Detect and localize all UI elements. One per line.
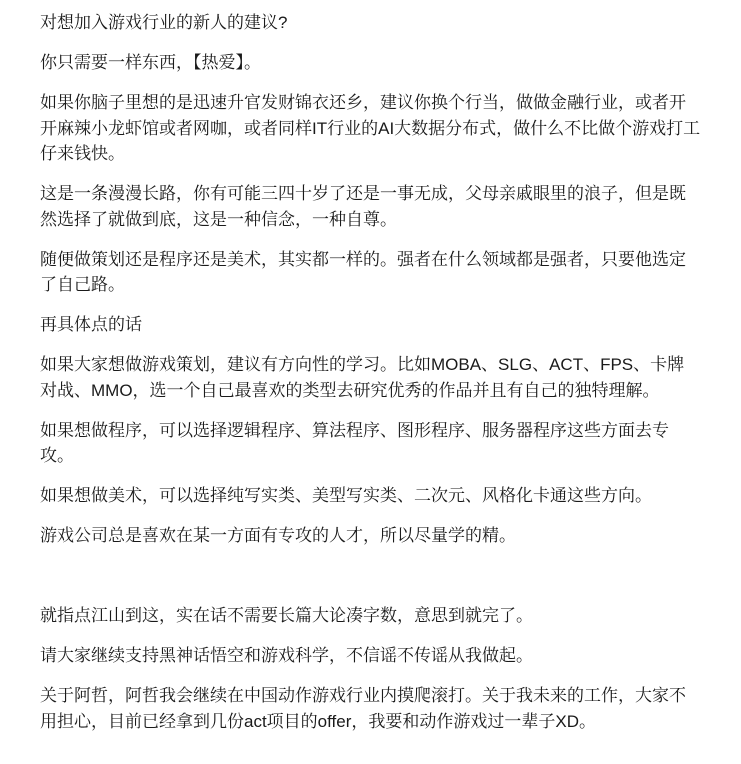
paragraph: 如果大家想做游戏策划，建议有方向性的学习。比如MOBA、SLG、ACT、FPS、卡牌对战、MMO，选一个自己最喜欢的类型去研究优秀的作品并且有自己的独特理解。 — [40, 355, 685, 400]
question-line: 对想加入游戏行业的新人的建议? — [40, 13, 288, 32]
paragraph: 你只需要一样东西，【热爱】。 — [40, 53, 261, 72]
paragraph: 再具体点的话 — [40, 315, 142, 334]
paragraph: 如果你脑子里想的是迅速升官发财锦衣还乡，建议你换个行当，做做金融行业，或者开开麻辣小龙虾馆或者网咖，或者同样IT行业的AI大数据分布式，做什么不比做个游戏打工仔来钱快。 — [40, 93, 701, 163]
paragraph: 这是一条漫漫长路，你有可能三四十岁了还是一事无成，父母亲戚眼里的浪子，但是既然选择了就做到底，这是一种信念，一种自尊。 — [40, 184, 686, 229]
paragraph: 就指点江山到这，实在话不需要长篇大论凑字数，意思到就完了。 — [40, 606, 533, 625]
paragraph: 如果想做美术，可以选择纯写实类、美型写实类、二次元、风格化卡通这些方向。 — [40, 486, 652, 505]
paragraph: 关于阿哲，阿哲我会继续在中国动作游戏行业内摸爬滚打。关于我未来的工作，大家不用担心，目前已经拿到几份act项目的offer，我要和动作游戏过一辈子XD。 — [40, 686, 686, 731]
paragraph-empty — [40, 563, 701, 589]
paragraph: 随便做策划还是程序还是美术，其实都一样的。强者在什么领域都是强者，只要他选定了自己路。 — [40, 249, 686, 294]
paragraph: 游戏公司总是喜欢在某一方面有专攻的人才，所以尽量学的精。 — [40, 526, 516, 545]
paragraph: 如果想做程序，可以选择逻辑程序、算法程序、图形程序、服务器程序这些方面去专攻。 — [40, 420, 669, 465]
paragraph: 请大家继续支持黑神话悟空和游戏科学，不信谣不传谣从我做起。 — [40, 646, 533, 665]
